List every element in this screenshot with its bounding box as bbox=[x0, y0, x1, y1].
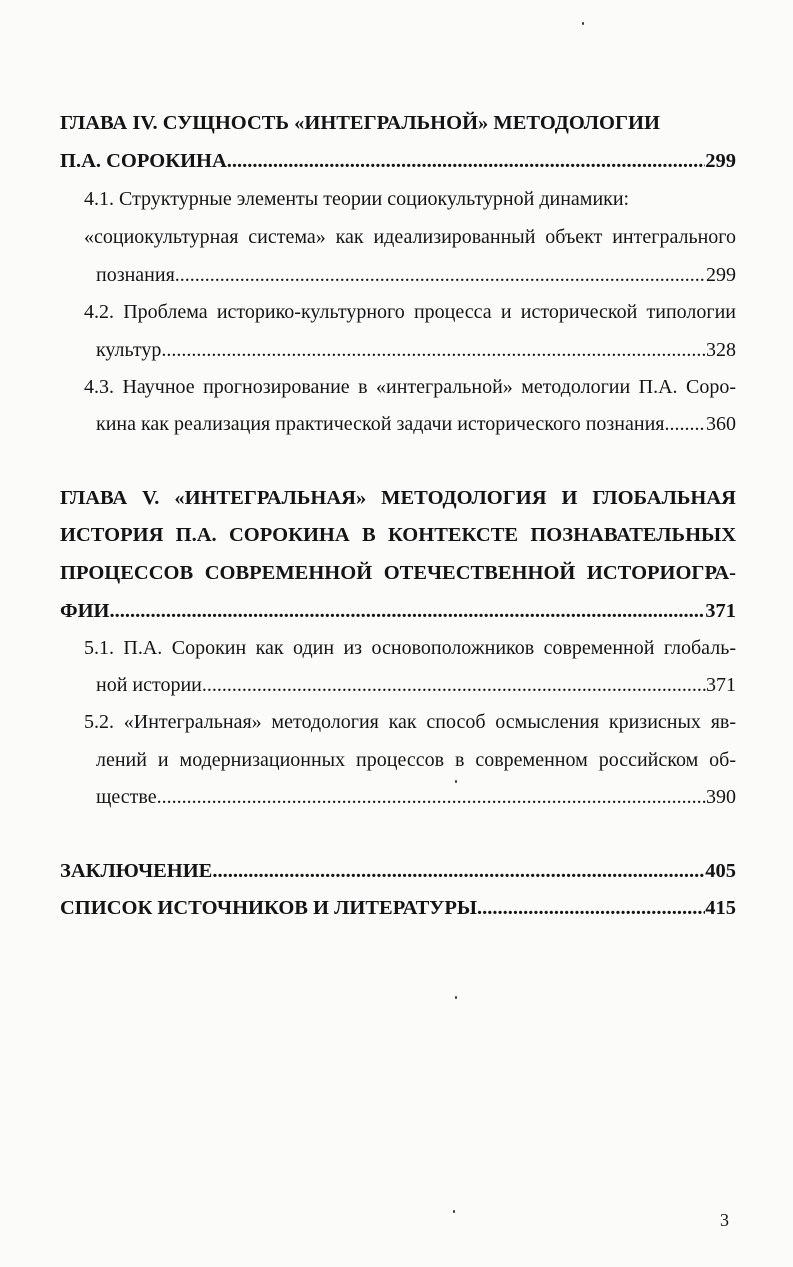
scan-speck bbox=[582, 22, 584, 25]
page-ref: 299 bbox=[706, 264, 736, 286]
toc-entry-5-2[interactable] bbox=[96, 784, 736, 810]
dot-leader bbox=[157, 784, 706, 810]
chapter-5-title-cont: ПРОЦЕССОВ СОВРЕМЕННОЙ ОТЕЧЕСТВЕННОЙ ИСТОРИОГРА- bbox=[60, 562, 736, 584]
toc-entry-conclusion[interactable] bbox=[60, 858, 736, 884]
page-ref: 405 bbox=[705, 860, 736, 882]
section-4-1-title-cont: «социокультурная система» как идеализированный объект интегрального bbox=[84, 226, 736, 248]
dot-leader bbox=[202, 672, 706, 698]
dot-leader bbox=[212, 858, 705, 884]
sources-title: СПИСОК ИСТОЧНИКОВ И ЛИТЕРАТУРЫ bbox=[60, 897, 477, 919]
dot-leader bbox=[477, 895, 705, 921]
toc-entry-chapter-5[interactable] bbox=[60, 598, 736, 624]
section-5-1-title: 5.1. П.А. Сорокин как один из основоположников современной глобаль- bbox=[84, 637, 736, 659]
chapter-4-title-cont: П.А. СОРОКИНА bbox=[60, 150, 227, 172]
chapter-4-title: ГЛАВА IV. СУЩНОСТЬ «ИНТЕГРАЛЬНОЙ» МЕТОДОЛОГИИ bbox=[60, 112, 660, 134]
section-4-2-title: 4.2. Проблема историко-культурного процесса и исторической типологии bbox=[84, 301, 736, 323]
section-5-1-title-end: ной истории bbox=[96, 674, 202, 696]
toc-entry-4-1[interactable] bbox=[96, 262, 736, 288]
page-ref: 328 bbox=[706, 339, 736, 361]
page-number: 3 bbox=[720, 1210, 729, 1230]
toc-entry-4-2[interactable] bbox=[96, 337, 736, 363]
toc-entry-sources[interactable] bbox=[60, 895, 736, 921]
section-4-2-title-end: культур bbox=[96, 339, 162, 361]
chapter-5-title-end: ФИИ bbox=[60, 600, 110, 622]
scan-speck bbox=[455, 780, 457, 783]
section-4-1-title-end: познания bbox=[96, 264, 175, 286]
dot-leader bbox=[227, 148, 705, 174]
dot-leader bbox=[175, 262, 706, 288]
dot-leader bbox=[110, 598, 706, 624]
section-4-3-title: 4.3. Научное прогнозирование в «интегральной» методологии П.А. Соро- bbox=[84, 376, 736, 398]
scan-speck bbox=[453, 1210, 455, 1213]
dot-leader bbox=[665, 411, 707, 437]
page-ref: 415 bbox=[705, 897, 736, 919]
conclusion-title: ЗАКЛЮЧЕНИЕ bbox=[60, 860, 213, 882]
toc-entry-4-3[interactable] bbox=[96, 411, 736, 437]
chapter-5-title: ГЛАВА V. «ИНТЕГРАЛЬНАЯ» МЕТОДОЛОГИЯ И ГЛОБАЛЬНАЯ bbox=[60, 487, 736, 509]
section-5-2-title: 5.2. «Интегральная» методология как способ осмысления кризисных яв- bbox=[84, 711, 736, 733]
page-ref: 360 bbox=[706, 413, 736, 435]
toc-entry-chapter-4[interactable] bbox=[60, 148, 736, 174]
chapter-5-title-cont: ИСТОРИЯ П.А. СОРОКИНА В КОНТЕКСТЕ ПОЗНАВАТЕЛЬНЫХ bbox=[60, 524, 736, 546]
page-ref: 390 bbox=[706, 786, 736, 808]
section-5-2-title-end: ществе bbox=[96, 786, 157, 808]
section-4-3-title-end: кина как реализация практической задачи исторического познания bbox=[96, 413, 665, 435]
section-4-1-title: 4.1. Структурные элементы теории социокультурной динамики: bbox=[84, 188, 630, 210]
scan-speck bbox=[455, 996, 457, 999]
page-ref: 299 bbox=[705, 150, 736, 172]
section-5-2-title-cont: лений и модернизационных процессов в современном российском об- bbox=[96, 749, 736, 771]
page-ref: 371 bbox=[706, 674, 736, 696]
toc-entry-5-1[interactable] bbox=[96, 672, 736, 698]
dot-leader bbox=[161, 337, 706, 363]
page-ref: 371 bbox=[705, 600, 736, 622]
